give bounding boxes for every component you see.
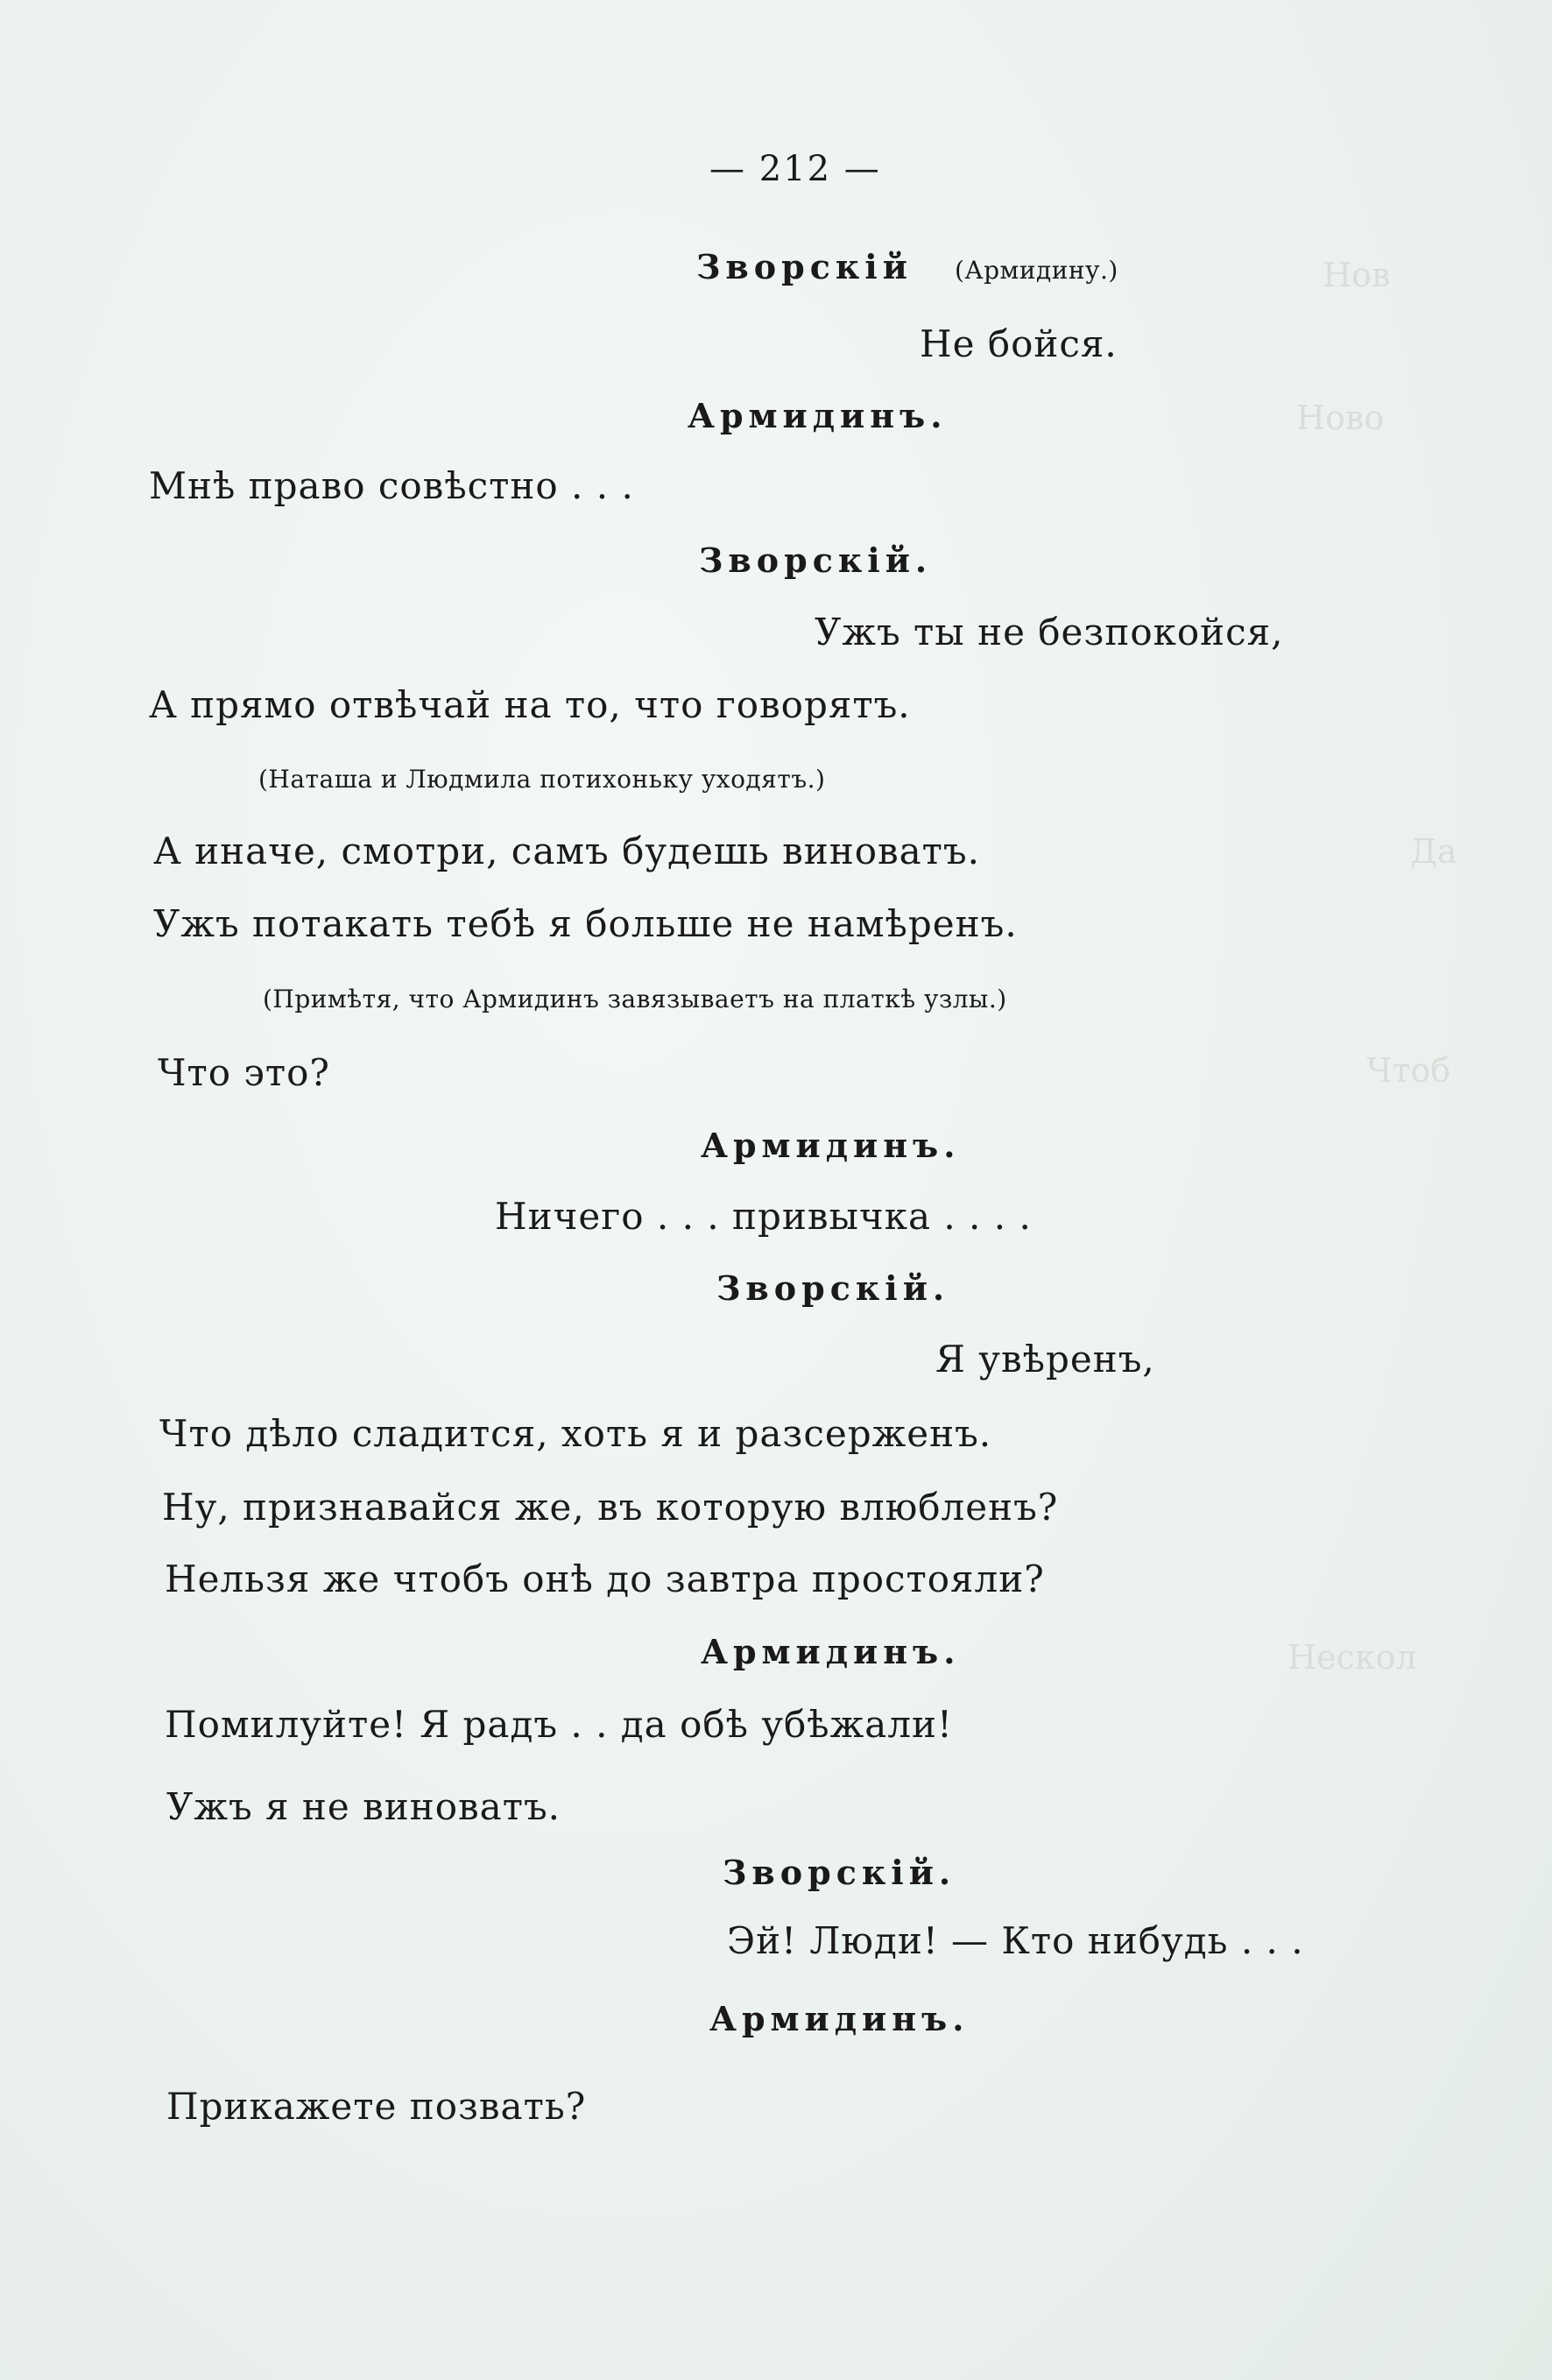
show-through-text: Ново [1296, 399, 1385, 437]
stage-direction: (Примѣтя, что Армидинъ завязываетъ на платкѣ узлы.) [263, 985, 1007, 1013]
verse-line: Ну, признавайся же, въ которую влюбленъ? [162, 1486, 1059, 1529]
verse-line: Что это? [158, 1051, 330, 1094]
verse-line: Мнѣ право совѣстно . . . [149, 464, 634, 507]
speaker-name: Армидинъ. [709, 1999, 970, 2038]
speaker-name: Армидинъ. [701, 1126, 961, 1165]
verse-line: Помилуйте! Я радъ . . да обѣ убѣжали! [165, 1703, 953, 1746]
speaker-name: Армидинъ. [688, 396, 948, 435]
speaker-name: Зворскій. [716, 1268, 950, 1308]
show-through-text: Да [1410, 832, 1457, 871]
verse-line: Не бойся. [920, 322, 1118, 365]
show-through-text: Чтоб [1366, 1051, 1451, 1090]
stage-direction: (Наташа и Людмила потихоньку уходятъ.) [258, 765, 826, 794]
verse-line: А иначе, смотри, самъ будешь виноватъ. [153, 830, 980, 872]
page-number: — 212 — [709, 149, 881, 189]
verse-line: Ужъ потакать тебѣ я больше не намѣренъ. [153, 902, 1018, 945]
verse-line: Что дѣло сладится, хоть я и разсерженъ. [159, 1412, 992, 1455]
speaker-name: Зворскій [696, 247, 913, 286]
verse-line: Я увѣренъ, [935, 1338, 1155, 1381]
speaker-name: Зворскій. [723, 1853, 956, 1892]
speaker-name: Армидинъ. [701, 1632, 961, 1671]
verse-line: Нельзя же чтобъ онѣ до завтра простояли? [165, 1557, 1045, 1600]
show-through-text: Нов [1323, 256, 1391, 294]
verse-line: Ужъ ты не безпокойся, [815, 611, 1284, 653]
verse-line: А прямо отвѣчай на то, что говорятъ. [149, 683, 911, 726]
verse-line: Ничего . . . привычка . . . . [495, 1195, 1032, 1238]
stage-direction: (Армидину.) [955, 256, 1118, 285]
verse-line: Ужъ я не виноватъ. [166, 1785, 561, 1828]
show-through-text: Нескол [1287, 1638, 1417, 1677]
speaker-name: Зворскій. [699, 540, 933, 580]
verse-line: Эй! Люди! — Кто нибудь . . . [727, 1919, 1304, 1962]
verse-line: Прикажете позвать? [166, 2085, 587, 2128]
